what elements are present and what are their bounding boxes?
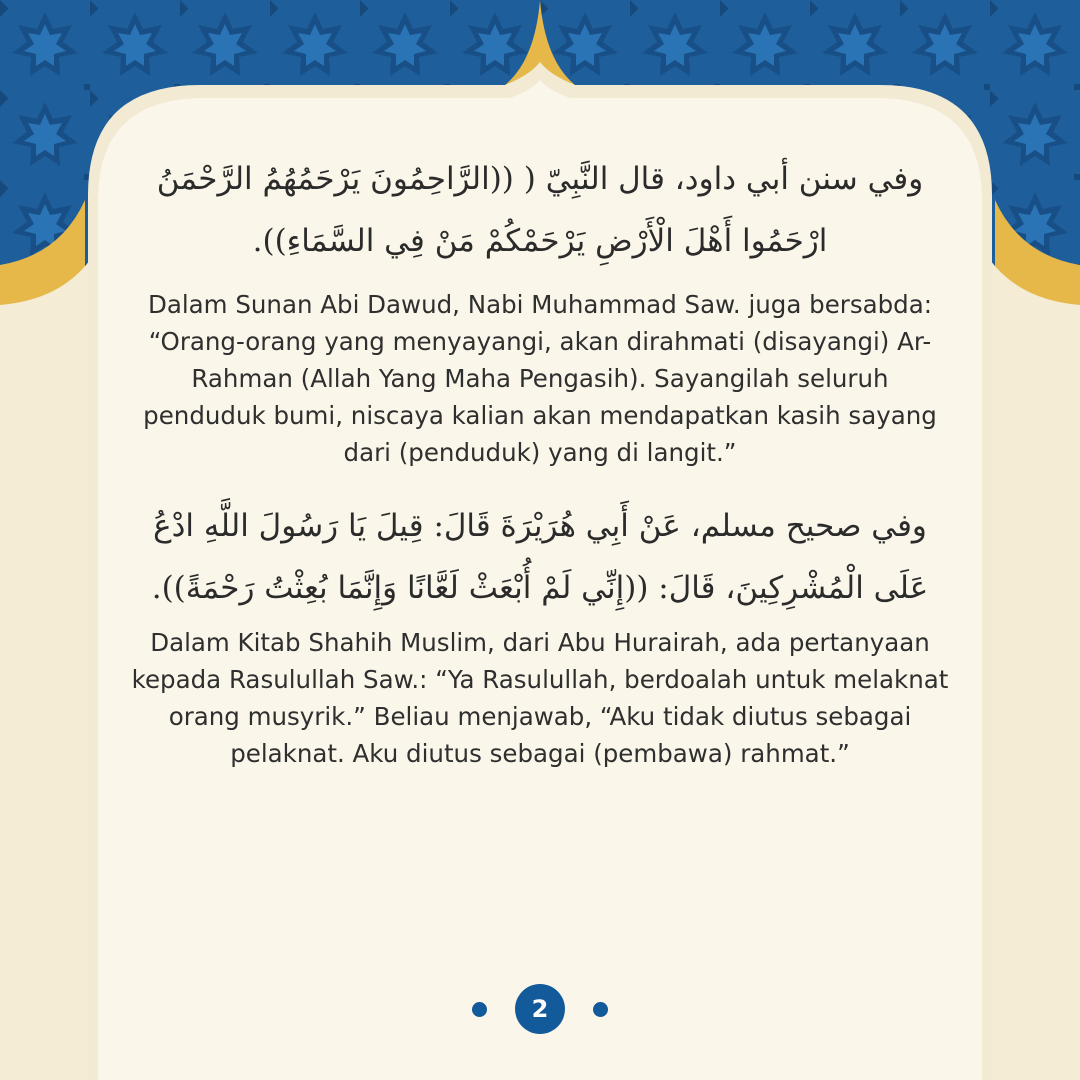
pagination [0,982,1080,1036]
current-page-indicator: 2 [515,984,565,1034]
arabic-hadith-muslim: وفي صحيح مسلم، عَنْ أَبِي هُرَيْرَةَ قَالَ: قِيلَ يَا رَسُولَ اللَّهِ ادْعُ عَلَى الْمُشْرِكِينَ، قَالَ: ((إِنِّي لَمْ أُبْعَثْ لَعَّانًا وَإِنَّمَا بُعِثْتُ رَحْمَةً)). [151,508,929,606]
translation-abu-dawud: Dalam Sunan Abi Dawud, Nabi Muhammad Saw. juga bersabda: “Orang-orang yang menyayangi, akan dirahmati (disayangi) Ar-Rahman (Allah Yang Maha Pengasih). Sayangilah seluruh penduduk bumi, niscaya kalian akan mendapatkan kasih sayang dari (penduduk) yang di langit.” [143,290,937,467]
previous-page-dot[interactable] [472,1002,487,1017]
translation-muslim: Dalam Kitab Shahih Muslim, dari Abu Hurairah, ada pertanyaan kepada Rasulullah Saw.: “Ya Rasulullah, berdoalah untuk melaknat orang musyrik.” Beliau menjawab, “Aku tidak diutus sebagai pelaknat. Aku diutus sebagai (pembawa) rahmat.” [131,628,949,768]
next-page-dot[interactable] [593,1002,608,1017]
arabic-hadith-abu-dawud: وفي سنن أبي داود، قال النَّبِيّ ( ((الرَّاحِمُونَ يَرْحَمُهُمُ الرَّحْمَنُ ارْحَمُوا أَهْلَ الْأَرْضِ يَرْحَمْكُمْ مَنْ فِي السَّمَاءِ)). [156,161,924,259]
